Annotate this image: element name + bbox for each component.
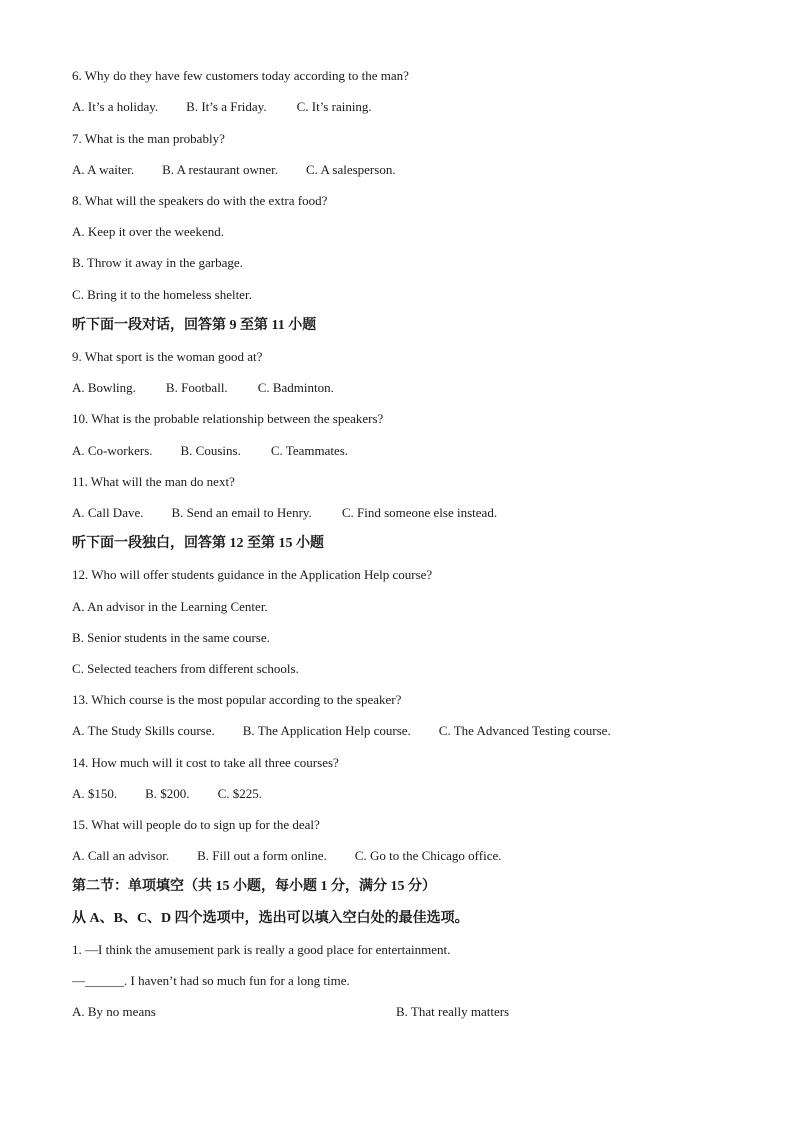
question-15-stem: 15. What will people do to sign up for the deal?: [72, 817, 320, 832]
question-10-options: [72, 442, 348, 460]
option-b: B. The Application Help course.: [242, 723, 411, 738]
option-a: A. Bowling.: [72, 380, 136, 395]
section-heading-9-11: 听下面一段对话，回答第 9 至第 11 小题: [72, 318, 317, 333]
question-13-stem: 13. Which course is the most popular according to the speaker?: [72, 692, 402, 707]
question-12-option-b: B. Senior students in the same course.: [72, 630, 270, 645]
question-14-stem: 14. How much will it cost to take all three courses?: [72, 755, 339, 770]
option-b: B. It’s a Friday.: [186, 99, 267, 114]
option-a: A. It’s a holiday.: [72, 99, 159, 114]
question-12-stem: 12. Who will offer students guidance in the Application Help course?: [72, 567, 433, 582]
question-8-option-a: A. Keep it over the weekend.: [72, 224, 224, 239]
part-two-title: 第二节：单项填空（共 15 小题，每小题 1 分，满分 15 分）: [72, 879, 436, 894]
question-8-option-c: C. Bring it to the homeless shelter.: [72, 287, 252, 302]
question-15-options: [72, 847, 501, 865]
option-b: B. Football.: [165, 380, 228, 395]
grammar-question-1-option-a: A. By no means: [72, 1004, 156, 1019]
question-6-options: [72, 98, 372, 116]
option-c: C. Find someone else instead.: [341, 505, 498, 520]
grammar-question-1-line-2: —______. I haven’t had so much fun for a long time.: [72, 973, 350, 988]
grammar-question-1-option-b: B. That really matters: [396, 1004, 510, 1019]
grammar-question-1-line-1: 1. —I think the amusement park is really a good place for entertainment.: [72, 942, 451, 957]
option-c: C. Badminton.: [257, 380, 334, 395]
question-7-options: [72, 161, 396, 179]
option-c: C. Go to the Chicago office.: [354, 848, 502, 863]
option-a: A. A waiter.: [72, 162, 135, 177]
option-b: B. Fill out a form online.: [197, 848, 327, 863]
option-c: C. It’s raining.: [296, 99, 372, 114]
question-11-stem: 11. What will the man do next?: [72, 474, 235, 489]
question-6-stem: 6. Why do they have few customers today according to the man?: [72, 68, 409, 83]
option-a: A. The Study Skills course.: [72, 723, 215, 738]
question-8-stem: 8. What will the speakers do with the extra food?: [72, 193, 328, 208]
part-two-instruction: 从 A、B、C、D 四个选项中，选出可以填入空白处的最佳选项。: [72, 911, 469, 926]
option-c: C. $225.: [217, 786, 262, 801]
question-12-option-c: C. Selected teachers from different schools.: [72, 661, 299, 676]
option-a: A. $150.: [72, 786, 118, 801]
question-8-option-b: B. Throw it away in the garbage.: [72, 255, 243, 270]
question-14-options: [72, 785, 262, 803]
question-11-options: [72, 504, 497, 522]
question-13-options: [72, 722, 611, 740]
option-b: B. $200.: [145, 786, 190, 801]
question-9-stem: 9. What sport is the woman good at?: [72, 349, 263, 364]
question-12-option-a: A. An advisor in the Learning Center.: [72, 599, 268, 614]
question-10-stem: 10. What is the probable relationship between the speakers?: [72, 411, 384, 426]
option-b: B. Cousins.: [180, 443, 241, 458]
option-b: B. Send an email to Henry.: [171, 505, 312, 520]
question-7-stem: 7. What is the man probably?: [72, 131, 225, 146]
question-9-options: [72, 379, 334, 397]
option-a: A. Co-workers.: [72, 443, 153, 458]
option-c: C. A salesperson.: [306, 162, 396, 177]
option-a: A. Call an advisor.: [72, 848, 170, 863]
option-a: A. Call Dave.: [72, 505, 144, 520]
option-c: C. The Advanced Testing course.: [438, 723, 611, 738]
section-heading-12-15: 听下面一段独白，回答第 12 至第 15 小题: [72, 536, 324, 551]
option-c: C. Teammates.: [270, 443, 349, 458]
option-b: B. A restaurant owner.: [162, 162, 279, 177]
